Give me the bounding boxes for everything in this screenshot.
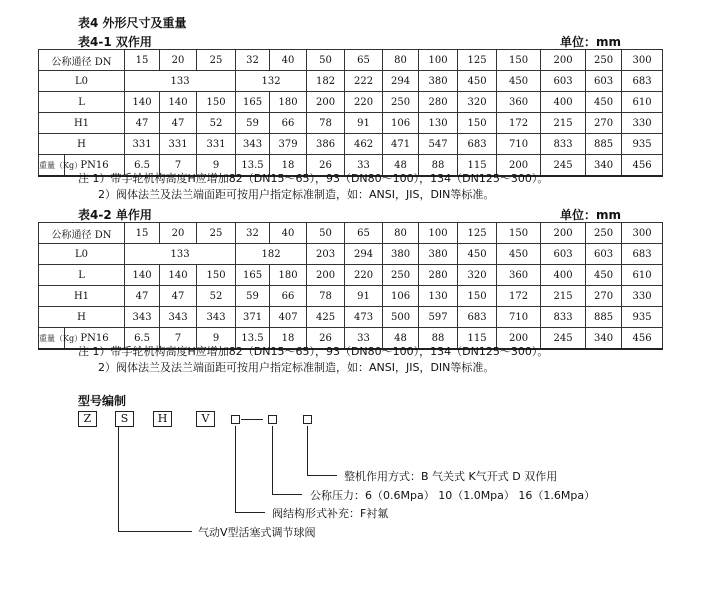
l-value: 200	[307, 92, 345, 113]
dn-value: 80	[383, 50, 419, 71]
l-value: 220	[345, 92, 383, 113]
h-value: 331	[125, 134, 160, 155]
h1-value: 330	[622, 113, 663, 134]
h1-value: 47	[160, 113, 197, 134]
dn-value: 25	[197, 223, 236, 244]
weight-value: 6.5	[125, 155, 160, 177]
weight-value: 7	[160, 155, 197, 177]
row-label-pn16: PN16	[65, 155, 125, 177]
legend-nominal-pressure: 公称压力：6（0.6Mpa） 10（1.0Mpa） 16（1.6Mpa）	[310, 489, 596, 502]
code-dash	[241, 419, 263, 420]
dn-value: 65	[345, 50, 383, 71]
legend-action-mode: 整机作用方式：B 气关式 K气开式 D 双作用	[344, 470, 558, 483]
h1-value: 78	[307, 286, 345, 307]
h1-value: 59	[236, 286, 270, 307]
l-value: 610	[622, 92, 663, 113]
dn-value: 200	[541, 223, 586, 244]
table-row	[39, 307, 663, 328]
weight-value: 26	[307, 328, 345, 350]
h1-value: 47	[160, 286, 197, 307]
table1-unit: 单位：mm	[560, 35, 622, 49]
row-label-weight: 重量（Kg）	[39, 155, 65, 177]
l0-value: 132	[236, 71, 307, 92]
table-row	[39, 244, 663, 265]
weight-value: 340	[586, 155, 622, 177]
h-value: 473	[345, 307, 383, 328]
row-label-h: H	[39, 134, 125, 155]
h1-value: 52	[197, 113, 236, 134]
l-value: 140	[125, 92, 160, 113]
h1-value: 270	[586, 113, 622, 134]
h1-value: 150	[458, 286, 497, 307]
h1-value: 215	[541, 113, 586, 134]
dn-value: 50	[307, 223, 345, 244]
table2-unit: 单位：mm	[560, 208, 622, 222]
h-value: 710	[497, 134, 541, 155]
dn-value: 32	[236, 50, 270, 71]
code-letter-s: S	[115, 411, 134, 427]
dn-value: 250	[586, 223, 622, 244]
code-letter-h: H	[153, 411, 172, 427]
table2-caption: 表4-2 单作用	[78, 208, 152, 222]
h-value: 386	[307, 134, 345, 155]
h-value: 331	[197, 134, 236, 155]
dn-value: 125	[458, 50, 497, 71]
weight-value: 245	[541, 155, 586, 177]
table1-note-2: 2）阀体法兰及法兰端面距可按用户指定标准制造，如：ANSI，JIS，DIN等标准。	[98, 188, 495, 201]
l-value: 360	[497, 265, 541, 286]
weight-value: 13.5	[236, 328, 270, 350]
weight-value: 9	[197, 328, 236, 350]
table2-note-1: 注 1）带手轮机构高度H应增加82（DN15～65），93（DN80～100），134（DN125～300）。	[78, 345, 549, 358]
h-value: 597	[419, 307, 458, 328]
h1-value: 150	[458, 113, 497, 134]
row-label-l: L	[39, 92, 125, 113]
l0-value: 380	[419, 71, 458, 92]
weight-value: 88	[419, 328, 458, 350]
table-row	[39, 71, 663, 92]
connector-name	[118, 427, 119, 531]
l-value: 140	[160, 265, 197, 286]
h1-value: 130	[419, 113, 458, 134]
dn-value: 125	[458, 223, 497, 244]
table1-note-1: 注 1）带手轮机构高度H应增加82（DN15～65），93（DN80～100），134（DN125～300）。	[78, 172, 549, 185]
l-value: 200	[307, 265, 345, 286]
h-value: 833	[541, 307, 586, 328]
l-value: 280	[419, 92, 458, 113]
weight-value: 33	[345, 155, 383, 177]
table2-note-2: 2）阀体法兰及法兰端面距可按用户指定标准制造，如：ANSI，JIS，DIN等标准。	[98, 361, 495, 374]
l-value: 450	[586, 92, 622, 113]
l-value: 280	[419, 265, 458, 286]
weight-value: 340	[586, 328, 622, 350]
h-value: 683	[458, 134, 497, 155]
h1-value: 215	[541, 286, 586, 307]
l0-value: 450	[497, 244, 541, 265]
dn-value: 15	[125, 50, 160, 71]
l-value: 140	[125, 265, 160, 286]
l0-value: 294	[345, 244, 383, 265]
h-value: 935	[622, 134, 663, 155]
connector-structure-h	[235, 512, 265, 513]
h1-value: 172	[497, 286, 541, 307]
weight-value: 6.5	[125, 328, 160, 350]
l-value: 610	[622, 265, 663, 286]
l0-value: 603	[541, 244, 586, 265]
code-letter-v: V	[196, 411, 215, 427]
h-value: 710	[497, 307, 541, 328]
dn-value: 150	[497, 223, 541, 244]
row-label-l0: L0	[39, 71, 125, 92]
connector-structure	[235, 426, 236, 513]
l0-value: 380	[383, 244, 419, 265]
l0-value: 133	[125, 244, 236, 265]
l0-value: 603	[541, 71, 586, 92]
h1-value: 172	[497, 113, 541, 134]
l0-value: 203	[307, 244, 345, 265]
h-value: 833	[541, 134, 586, 155]
h1-value: 91	[345, 286, 383, 307]
weight-value: 200	[497, 155, 541, 177]
dn-value: 65	[345, 223, 383, 244]
code-letter-z: Z	[78, 411, 97, 427]
table1-caption: 表4-1 双作用	[78, 35, 152, 49]
weight-value: 115	[458, 328, 497, 350]
dn-value: 300	[622, 223, 663, 244]
l0-value: 683	[622, 244, 663, 265]
dn-value: 200	[541, 50, 586, 71]
row-label-weight: 重量（Kg）	[39, 328, 65, 350]
weight-value: 18	[270, 328, 307, 350]
h1-value: 47	[125, 286, 160, 307]
code-slot-action	[303, 415, 312, 424]
weight-value: 245	[541, 328, 586, 350]
h1-value: 66	[270, 113, 307, 134]
weight-value: 48	[383, 155, 419, 177]
l0-value: 380	[419, 244, 458, 265]
dn-value: 50	[307, 50, 345, 71]
row-label-l0: L0	[39, 244, 125, 265]
h-value: 343	[236, 134, 270, 155]
main-title: 表4 外形尺寸及重量	[78, 16, 187, 30]
dimension-table-double-acting	[38, 49, 663, 177]
weight-value: 456	[622, 155, 663, 177]
table-row	[39, 265, 663, 286]
connector-action	[307, 426, 308, 476]
l-value: 250	[383, 265, 419, 286]
h-value: 379	[270, 134, 307, 155]
l0-value: 450	[497, 71, 541, 92]
weight-value: 33	[345, 328, 383, 350]
row-label-h: H	[39, 307, 125, 328]
h-value: 935	[622, 307, 663, 328]
l-value: 165	[236, 92, 270, 113]
l-value: 320	[458, 265, 497, 286]
weight-value: 200	[497, 328, 541, 350]
l0-value: 294	[383, 71, 419, 92]
table-row	[39, 223, 663, 244]
header-label: 公称通径 DN	[39, 223, 125, 244]
h1-value: 47	[125, 113, 160, 134]
dn-value: 100	[419, 223, 458, 244]
connector-pressure-h	[272, 494, 302, 495]
l0-value: 182	[307, 71, 345, 92]
dn-value: 32	[236, 223, 270, 244]
legend-structure-supplement: 阀结构形式补充：F衬氟	[272, 507, 389, 520]
l0-value: 603	[586, 71, 622, 92]
l0-value: 450	[458, 244, 497, 265]
weight-value: 7	[160, 328, 197, 350]
l-value: 400	[541, 265, 586, 286]
h-value: 407	[270, 307, 307, 328]
row-label-h1: H1	[39, 286, 125, 307]
l0-value: 182	[236, 244, 307, 265]
weight-value: 48	[383, 328, 419, 350]
code-slot-structure	[231, 415, 240, 424]
l-value: 140	[160, 92, 197, 113]
row-label-h1: H1	[39, 113, 125, 134]
h1-value: 59	[236, 113, 270, 134]
h1-value: 52	[197, 286, 236, 307]
table-row	[39, 113, 663, 134]
l-value: 220	[345, 265, 383, 286]
l0-value: 222	[345, 71, 383, 92]
dn-value: 40	[270, 50, 307, 71]
h-value: 683	[458, 307, 497, 328]
l-value: 180	[270, 92, 307, 113]
weight-value: 13.5	[236, 155, 270, 177]
dn-value: 40	[270, 223, 307, 244]
h1-value: 270	[586, 286, 622, 307]
l0-value: 450	[458, 71, 497, 92]
l-value: 150	[197, 92, 236, 113]
l0-value: 603	[586, 244, 622, 265]
table-row	[39, 50, 663, 71]
h-value: 500	[383, 307, 419, 328]
table-row	[39, 92, 663, 113]
h1-value: 130	[419, 286, 458, 307]
dn-value: 15	[125, 223, 160, 244]
connector-name-h	[118, 531, 192, 532]
row-label-l: L	[39, 265, 125, 286]
h-value: 343	[125, 307, 160, 328]
h1-value: 66	[270, 286, 307, 307]
h-value: 462	[345, 134, 383, 155]
dn-value: 150	[497, 50, 541, 71]
header-label: 公称通径 DN	[39, 50, 125, 71]
dn-value: 250	[586, 50, 622, 71]
l0-value: 133	[125, 71, 236, 92]
h1-value: 106	[383, 113, 419, 134]
h-value: 885	[586, 307, 622, 328]
dimension-table-single-acting	[38, 222, 663, 350]
weight-value: 18	[270, 155, 307, 177]
l-value: 360	[497, 92, 541, 113]
weight-value: 115	[458, 155, 497, 177]
weight-value: 26	[307, 155, 345, 177]
h1-value: 106	[383, 286, 419, 307]
table-row	[39, 286, 663, 307]
dn-value: 100	[419, 50, 458, 71]
dn-value: 25	[197, 50, 236, 71]
table-row	[39, 134, 663, 155]
l-value: 150	[197, 265, 236, 286]
h-value: 425	[307, 307, 345, 328]
h-value: 343	[197, 307, 236, 328]
l-value: 400	[541, 92, 586, 113]
l-value: 180	[270, 265, 307, 286]
l-value: 450	[586, 265, 622, 286]
h-value: 885	[586, 134, 622, 155]
connector-action-h	[307, 475, 337, 476]
model-code-title: 型号编制	[78, 394, 127, 408]
h1-value: 78	[307, 113, 345, 134]
weight-value: 9	[197, 155, 236, 177]
l-value: 165	[236, 265, 270, 286]
l0-value: 683	[622, 71, 663, 92]
row-label-pn16: PN16	[65, 328, 125, 350]
h-value: 331	[160, 134, 197, 155]
h1-value: 91	[345, 113, 383, 134]
weight-value: 456	[622, 328, 663, 350]
legend-product-name: 气动V型活塞式调节球阀	[198, 526, 316, 539]
dn-value: 20	[160, 50, 197, 71]
h-value: 471	[383, 134, 419, 155]
connector-pressure	[272, 426, 273, 495]
code-slot-pressure	[268, 415, 277, 424]
h-value: 343	[160, 307, 197, 328]
dn-value: 300	[622, 50, 663, 71]
dn-value: 20	[160, 223, 197, 244]
l-value: 320	[458, 92, 497, 113]
weight-value: 88	[419, 155, 458, 177]
l-value: 250	[383, 92, 419, 113]
dn-value: 80	[383, 223, 419, 244]
h-value: 371	[236, 307, 270, 328]
h-value: 547	[419, 134, 458, 155]
h1-value: 330	[622, 286, 663, 307]
